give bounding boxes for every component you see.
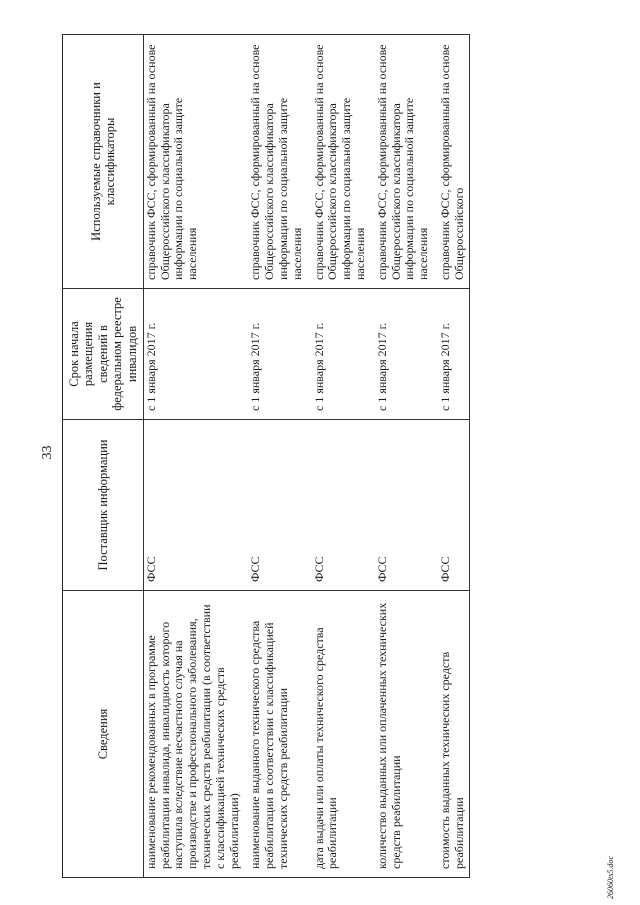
table-header-row	[63, 35, 144, 878]
table-row	[143, 35, 248, 878]
cell-supplier: ФСС	[143, 420, 248, 591]
document-id: 26060ts5.doc	[606, 856, 615, 899]
cell-deadline: с 1 января 2017 г.	[248, 289, 311, 420]
table-row	[312, 35, 375, 878]
cell-reference: справочник ФСС, сформированный на основе Общероссийского классификатора информации по социальной защите населения	[143, 35, 248, 289]
cell-deadline: с 1 января 2017 г.	[438, 289, 469, 420]
cell-info: наименование выданного технического средства реабилитации в соответствии с классификацией технических средств реабилитации	[248, 591, 311, 878]
cell-info: дата выдачи или оплаты технического средства реабилитации	[312, 591, 375, 878]
cell-supplier: ФСС	[375, 420, 438, 591]
cell-reference: справочник ФСС, сформированный на основе Общероссийского классификатора информации по социальной защите населения	[312, 35, 375, 289]
cell-supplier: ФСС	[438, 420, 469, 591]
cell-deadline: с 1 января 2017 г.	[143, 289, 248, 420]
table-row	[375, 35, 438, 878]
header-reference: Используемые справочники и классификаторы	[63, 35, 144, 289]
header-supplier: Поставщик информации	[63, 420, 144, 591]
cell-reference: справочник ФСС, сформированный на основе Общероссийского классификатора информации по социальной защите населения	[375, 35, 438, 289]
cell-info: количество выданных или оплаченных технических средств реабилитации	[375, 591, 438, 878]
cell-deadline: с 1 января 2017 г.	[375, 289, 438, 420]
cell-info: наименование рекомендованных в программе реабилитации инвалида, инвалидность которого наступила вследствие несчастного случая на производстве и профессионального заболевания, технических средств реабилитации (в соответствии с классификацией технических средств реабилитации)	[143, 591, 248, 878]
table-row	[438, 35, 469, 878]
table-row	[248, 35, 311, 878]
cell-info: стоимость выданных технических средств реабилитации	[438, 591, 469, 878]
info-table	[62, 34, 470, 878]
cell-supplier: ФСС	[248, 420, 311, 591]
cell-reference: справочник ФСС, сформированный на основе Общероссийского классификатора информации по социальной защите населения	[248, 35, 311, 289]
cell-reference: справочник ФСС, сформированный на основе Общероссийского	[438, 35, 469, 289]
header-deadline: Срок начала размещения сведений в федеральном реестре инвалидов	[63, 289, 144, 420]
page-number: 33	[40, 445, 55, 460]
cell-deadline: с 1 января 2017 г.	[312, 289, 375, 420]
cell-supplier: ФСС	[312, 420, 375, 591]
header-info: Сведения	[63, 591, 144, 878]
